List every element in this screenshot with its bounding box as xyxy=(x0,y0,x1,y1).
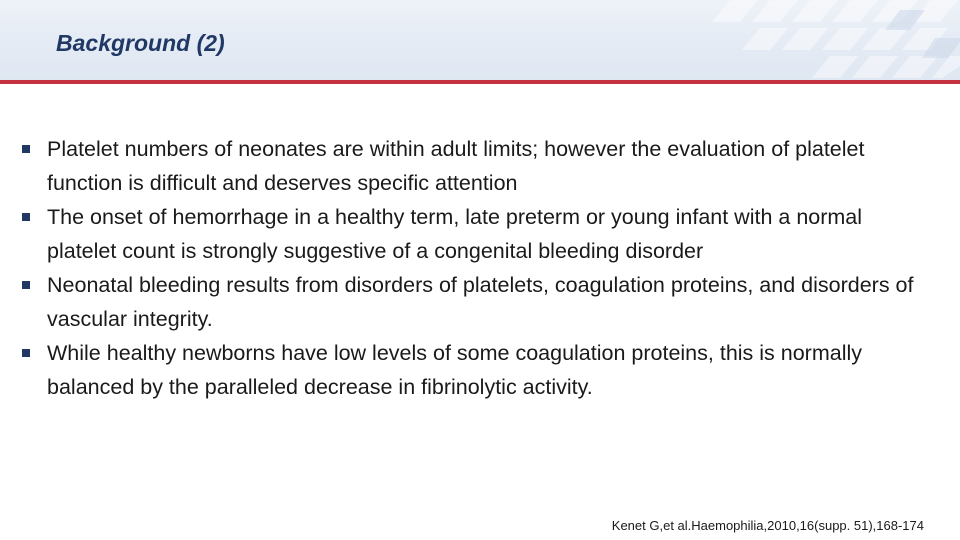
bullet-item xyxy=(22,132,922,200)
header-decorative-pattern xyxy=(700,0,960,80)
citation-reference: Kenet G,et al.Haemophilia,2010,16(supp. 51),168-174 xyxy=(611,518,924,533)
square-bullet-icon xyxy=(22,349,30,357)
square-bullet-icon xyxy=(22,281,30,289)
square-bullet-icon xyxy=(22,213,30,221)
bullet-list xyxy=(22,132,922,404)
bullet-item xyxy=(22,336,922,404)
header-band xyxy=(0,0,960,80)
bullet-item xyxy=(22,200,922,268)
bullet-item xyxy=(22,268,922,336)
bullet-text: Platelet numbers of neonates are within adult limits; however the evaluation of platelet function is difficult and deserves specific attention xyxy=(47,137,865,195)
bullet-text: While healthy newborns have low levels of some coagulation proteins, this is normally balanced by the paralleled decrease in fibrinolytic activity. xyxy=(47,341,863,399)
square-bullet-icon xyxy=(22,145,30,153)
bullet-text: The onset of hemorrhage in a healthy term, late preterm or young infant with a normal platelet count is strongly suggestive of a congenital bleeding disorder xyxy=(47,205,863,263)
bullet-text: Neonatal bleeding results from disorders of platelets, coagulation proteins, and disorders of vascular integrity. xyxy=(47,273,914,331)
header-accent-rule xyxy=(0,80,960,84)
slide-title: Background (2) xyxy=(56,30,225,56)
